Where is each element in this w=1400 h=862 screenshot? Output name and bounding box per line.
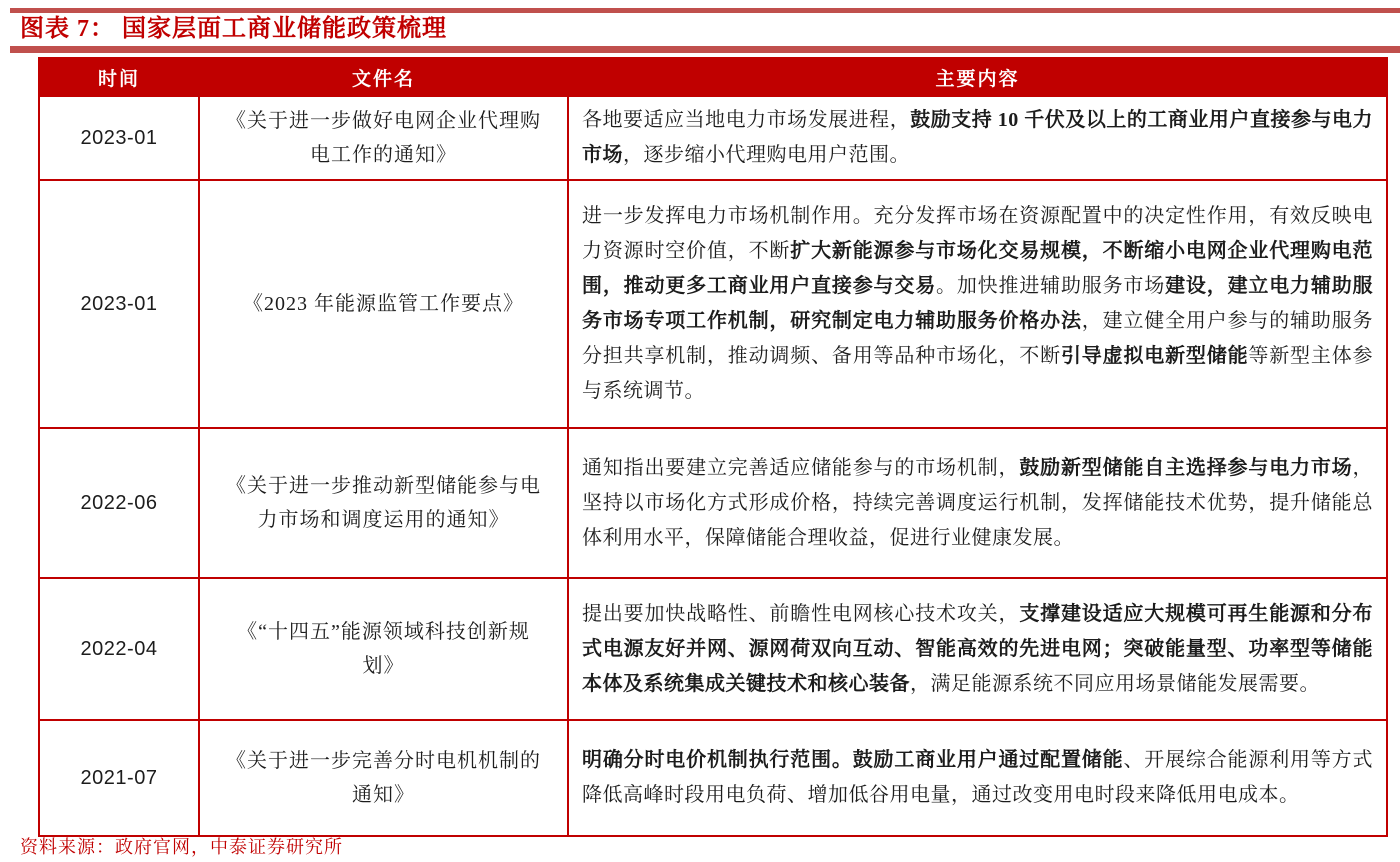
cell-document-title: 《关于进一步完善分时电机机制的通知》 (199, 720, 568, 836)
content-segment: 、开展综合能源利用等方式降低高峰时段用电负荷、增加低谷用电量，通过改变用电时段来降低用电成本。 (582, 749, 1374, 806)
content-segment: 进一步发挥电力市场机制作用。充分发挥市场在资源配置中的决定性作用，有效反映电力资源时空价值，不断 (582, 205, 1373, 262)
cell-main-content (568, 578, 1387, 720)
policy-table-body (39, 96, 1387, 836)
cell-date: 2023-01 (39, 96, 199, 180)
table-row (39, 578, 1387, 720)
content-segment: ，满足能源系统不同应用场景储能发展需要。 (910, 672, 1320, 695)
cell-document-title: 《关于进一步做好电网企业代理购电工作的通知》 (199, 96, 568, 180)
content-segment: 通知指出要建立完善适应储能参与的市场机制， (582, 456, 1020, 479)
content-segment: ，建立健全用户参与的辅助服务分担共享机制，推动调频、备用等品种市场化，不断 (582, 310, 1374, 367)
content-segment-bold: 鼓励支持 10 千伏及以上的工商业用户直接参与电力市场 (582, 109, 1374, 166)
cell-date: 2022-04 (39, 578, 199, 720)
content-segment-bold: 支撑建设适应大规模可再生能源和分布式电源友好并网、源网荷双向互动、智能高效的先进电网；突破能量型、功率型等储能本体及系统集成关键技术和核心装备 (582, 602, 1374, 695)
content-segment-bold: 引导虚拟电新型储能 (1060, 345, 1249, 367)
content-segment-bold: 明确分时电价机制执行范围。鼓励工商业用户通过配置储能 (582, 749, 1124, 771)
cell-date: 2022-06 (39, 428, 199, 578)
content-segment: ，逐步缩小代理购电用户范围。 (623, 144, 910, 166)
table-row (39, 720, 1387, 836)
source-note: 资料来源：政府官网，中泰证券研究所 (20, 837, 343, 857)
cell-document-title: 《2023 年能源监管工作要点》 (199, 180, 568, 428)
content-segment-bold: 建设，建立电力辅助服务市场专项工作机制，研究制定电力辅助服务价格办法 (582, 275, 1374, 332)
cell-date: 2023-01 (39, 180, 199, 428)
cell-main-content (568, 96, 1387, 180)
cell-main-content (568, 428, 1387, 578)
table-row (39, 428, 1387, 578)
cell-main-content (568, 720, 1387, 836)
header-cell-doc: 文件名 (199, 58, 568, 96)
cell-main-content (568, 180, 1387, 428)
content-segment: 各地要适应当地电力市场发展进程， (582, 109, 911, 131)
policy-table-header (39, 58, 1387, 96)
header-cell-time: 时间 (39, 58, 199, 96)
content-segment: 等新型主体参与系统调节。 (582, 345, 1374, 402)
content-segment: 提出要加快战略性、前瞻性电网核心技术攻关， (582, 602, 1020, 625)
table-row (39, 96, 1387, 180)
content-segment-bold: 扩大新能源参与市场化交易规模，不断缩小电网企业代理购电范围，推动更多工商业用户直接参与交易 (582, 240, 1374, 297)
cell-document-title: 《“十四五”能源领域科技创新规划》 (199, 578, 568, 720)
table-row (39, 180, 1387, 428)
page-title: 图表 7： 国家层面工商业储能政策梳理 (20, 16, 447, 42)
header-cell-content: 主要内容 (568, 58, 1387, 96)
cell-document-title: 《关于进一步推动新型储能参与电力市场和调度运用的通知》 (199, 428, 568, 578)
content-segment: ，坚持以市场化方式形成价格，持续完善调度运行机制，发挥储能技术优势，提升储能总体利用水平，保障储能合理收益，促进行业健康发展。 (582, 456, 1374, 549)
title-bottom-rule (10, 46, 1400, 53)
content-segment-bold: 鼓励新型储能自主选择参与电力市场 (1019, 456, 1353, 479)
policy-table-container (38, 57, 1386, 837)
cell-date: 2021-07 (39, 720, 199, 836)
header-row (39, 58, 1387, 96)
policy-table (38, 57, 1388, 837)
content-segment: 。加快推进辅助服务市场 (936, 275, 1166, 297)
